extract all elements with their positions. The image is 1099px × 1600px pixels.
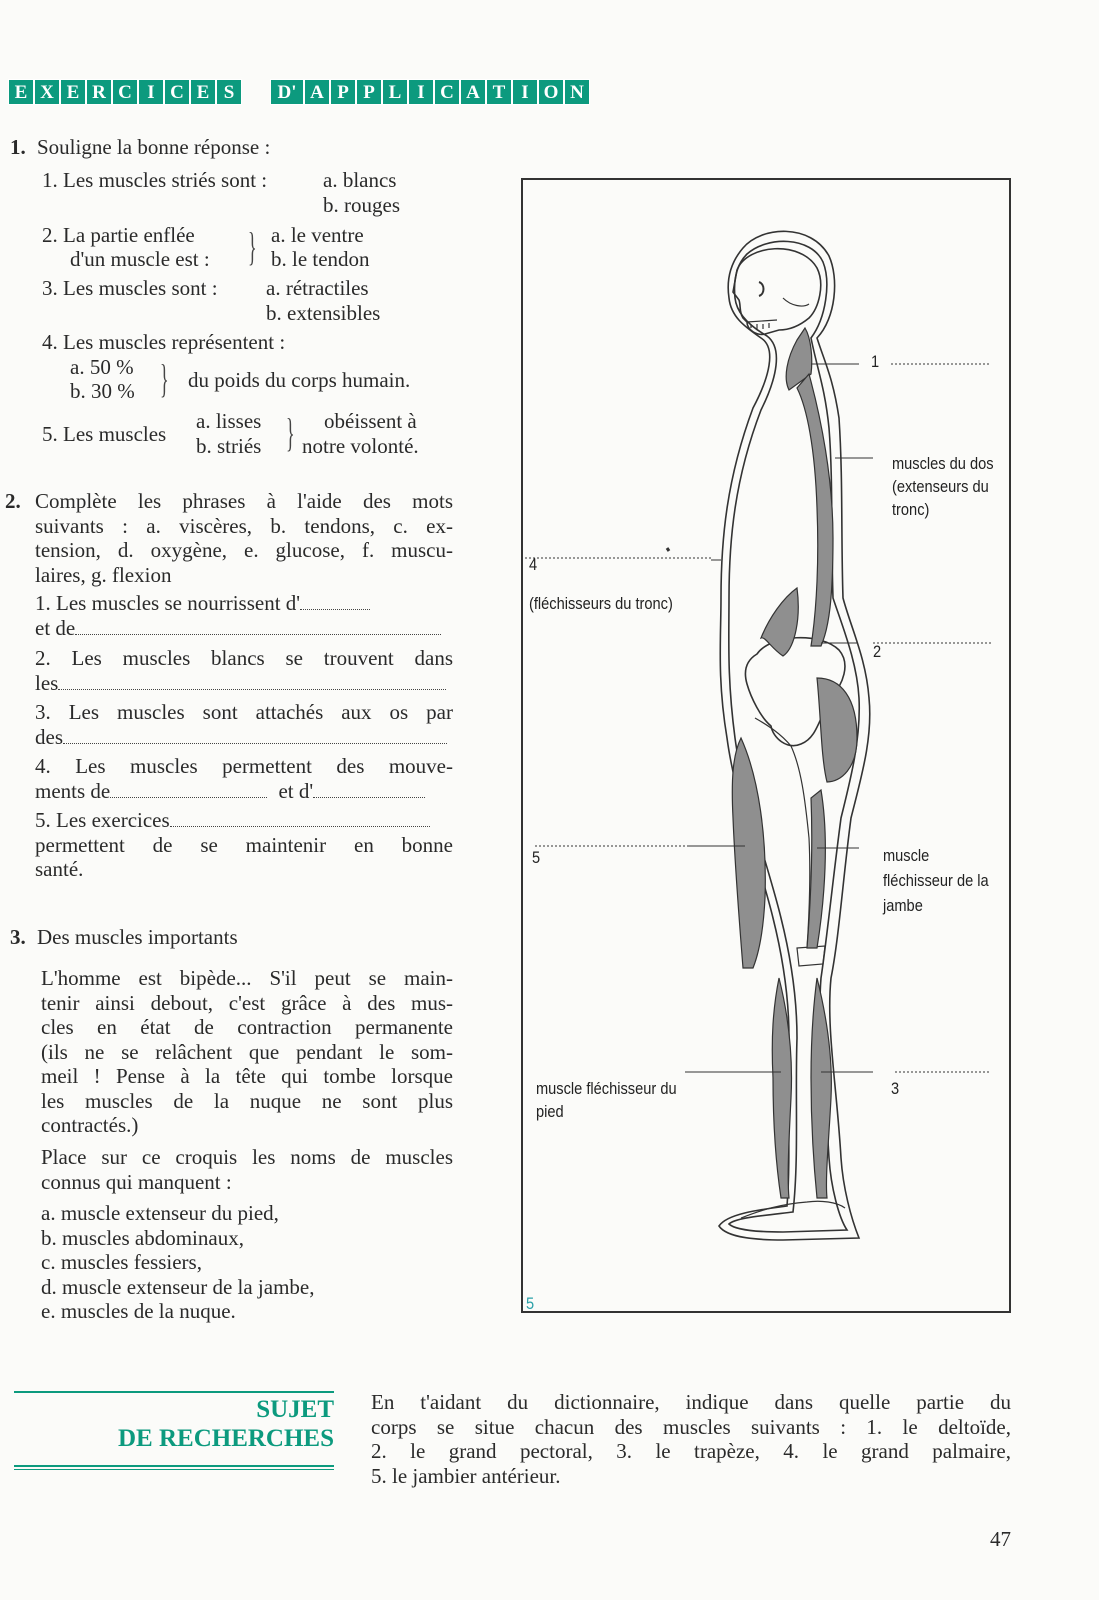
calf-muscle bbox=[811, 978, 831, 1198]
ex1-number: 1. bbox=[10, 135, 26, 159]
skull bbox=[733, 249, 821, 335]
page-number: 47 bbox=[990, 1527, 1011, 1551]
label-2: 2 bbox=[873, 642, 882, 661]
banner-letter: S bbox=[216, 79, 242, 105]
banner-letter: R bbox=[86, 79, 112, 105]
ex1-q2-brace: } bbox=[248, 224, 257, 269]
ex1-q1-b: b. rouges bbox=[323, 193, 400, 217]
ex1-q5-brace: } bbox=[286, 410, 295, 455]
banner-letter: N bbox=[564, 79, 590, 105]
recherche-rule-bottom-2 bbox=[14, 1469, 334, 1470]
ex1-q4-b: b. 30 % bbox=[70, 379, 135, 403]
recherche-rule-bottom bbox=[14, 1465, 334, 1467]
blank-field[interactable] bbox=[313, 781, 425, 798]
list-item: d. muscle extenseur de la jambe, bbox=[41, 1274, 315, 1299]
ex3-instruction: Place sur ce croquis les noms de muscles connus qui manquent : bbox=[41, 1145, 453, 1194]
ex2-sentence-4: 4. Les muscles permettent des mouve- ments de et d' bbox=[35, 754, 453, 803]
banner-letter: I bbox=[138, 79, 164, 105]
ex2-number: 2. bbox=[5, 489, 21, 513]
list-item: e. muscles de la nuque. bbox=[41, 1299, 236, 1323]
blank-field[interactable] bbox=[58, 673, 446, 690]
banner-letter: L bbox=[382, 79, 408, 105]
section-banner bbox=[8, 79, 590, 105]
recherche-rule-top bbox=[14, 1391, 334, 1393]
ex1-q4-tail: du poids du corps humain. bbox=[188, 368, 411, 392]
list-item: c. muscles fessiers, bbox=[41, 1250, 202, 1274]
label-1: 1 bbox=[871, 352, 880, 371]
body-muscle-diagram bbox=[521, 178, 1011, 1313]
ex3-paragraph: L'homme est bipède... S'il peut se main- tenir ainsi debout, c'est grâce à des mus- cles en état de contraction permanente (ils ne se relâchent que pendant le som- meil ! Pense à la tête qui tombe lorsque les muscles de la nuque ne sont plus contractés.) bbox=[41, 966, 453, 1137]
banner-letter: T bbox=[486, 79, 512, 105]
ex1-q5-right1: obéissent à bbox=[324, 409, 417, 433]
label-muscles-du-dos: muscles du dos (extenseurs du tronc) bbox=[892, 454, 994, 519]
ex1-title: Souligne la bonne réponse : bbox=[37, 135, 271, 159]
ex1-q1: 1. Les muscles striés sont : bbox=[42, 168, 268, 192]
label-5: 5 bbox=[532, 848, 541, 867]
ex1-q3: 3. Les muscles sont : bbox=[42, 276, 218, 300]
blank-field[interactable] bbox=[75, 618, 441, 635]
blank-field[interactable] bbox=[63, 727, 447, 744]
banner-letter: A bbox=[460, 79, 486, 105]
banner-letter: P bbox=[356, 79, 382, 105]
ex1-q5-a: a. lisses bbox=[196, 409, 262, 433]
ex1-q5-right2: notre volonté. bbox=[302, 434, 419, 458]
banner-letter: A bbox=[304, 79, 330, 105]
ex1-q2-a: a. le ventre bbox=[271, 223, 364, 247]
ex1-q2-b: b. le tendon bbox=[271, 247, 370, 271]
list-item: a. muscle extenseur du pied, bbox=[41, 1201, 279, 1225]
label-4: 4 bbox=[529, 555, 538, 574]
banner-letter: E bbox=[8, 79, 34, 105]
blank-field[interactable] bbox=[170, 810, 430, 827]
banner-letter: D' bbox=[270, 79, 304, 105]
banner-letter: I bbox=[512, 79, 538, 105]
banner-letter: C bbox=[112, 79, 138, 105]
ex1-q4-a: a. 50 % bbox=[70, 355, 134, 379]
ex2-sentence-5: 5. Les exercices permettent de se maintenir en bonne santé. bbox=[35, 808, 453, 881]
ex3-heading: 3. Des muscles importants bbox=[10, 925, 238, 949]
recherche-text: En t'aidant du dictionnaire, indique dans quelle partie du corps se situe chacun des muscles suivants : 1. le deltoïde, 2. le grand pectoral, 3. le trapèze, 4. le grand palmaire, 5. le jambier antérieur. bbox=[371, 1390, 1011, 1488]
banner-letter: C bbox=[164, 79, 190, 105]
label-muscle-flechisseur-pied: muscle fléchisseur du pied bbox=[536, 1079, 677, 1121]
gluteal-muscle bbox=[817, 678, 857, 782]
label-5-corner: 5 bbox=[526, 1294, 535, 1313]
banner-letter: E bbox=[60, 79, 86, 105]
ex1-q2-line1: 2. La partie enflée bbox=[42, 223, 195, 247]
ex1-q5-b: b. striés bbox=[196, 434, 262, 458]
ex1-q1-a: a. blancs bbox=[323, 168, 397, 192]
ex1-q2-line2: d'un muscle est : bbox=[70, 247, 210, 271]
ex1-q4-brace: } bbox=[160, 356, 169, 401]
ex2-sentence-3: 3. Les muscles sont attachés aux os par des bbox=[35, 700, 453, 749]
ex2-sentence-2: 2. Les muscles blancs se trouvent dans les bbox=[35, 646, 453, 695]
list-item: b. muscles abdominaux, bbox=[41, 1225, 244, 1250]
banner-letter: I bbox=[408, 79, 434, 105]
ex1-q3-b: b. extensibles bbox=[266, 301, 381, 325]
front-thigh-muscle bbox=[732, 738, 765, 968]
label-flechisseurs-tronc: (fléchisseurs du tronc) bbox=[529, 594, 673, 613]
ex1-heading bbox=[10, 135, 270, 160]
ex2-intro: Complète les phrases à l'aide des mots suivants : a. viscères, b. tendons, c. ex- tension, d. oxygène, e. glucose, f. muscu- laires, g. flexion bbox=[35, 489, 453, 587]
ex3-title: Des muscles importants bbox=[37, 925, 238, 949]
blank-field[interactable] bbox=[300, 593, 370, 610]
banner-letter: P bbox=[330, 79, 356, 105]
ex1-q3-a: a. rétractiles bbox=[266, 276, 369, 300]
banner-letter: X bbox=[34, 79, 60, 105]
ex3-list bbox=[41, 1201, 314, 1324]
banner-letter: O bbox=[538, 79, 564, 105]
ex1-q4: 4. Les muscles représentent : bbox=[42, 330, 286, 354]
label-muscle-flechisseur-jambe: muscle fléchisseur de la jambe bbox=[883, 846, 989, 915]
recherche-title: SUJET DE RECHERCHES bbox=[117, 1396, 334, 1452]
banner-word-exercices bbox=[8, 79, 242, 105]
blank-field[interactable] bbox=[110, 781, 267, 798]
banner-letter: E bbox=[190, 79, 216, 105]
banner-word-application bbox=[270, 79, 590, 105]
label-3: 3 bbox=[891, 1079, 900, 1098]
ex1-q5: 5. Les muscles bbox=[42, 422, 167, 446]
banner-letter: C bbox=[434, 79, 460, 105]
ex2-sentence-1: 1. Les muscles se nourrissent d' et de bbox=[35, 591, 453, 640]
